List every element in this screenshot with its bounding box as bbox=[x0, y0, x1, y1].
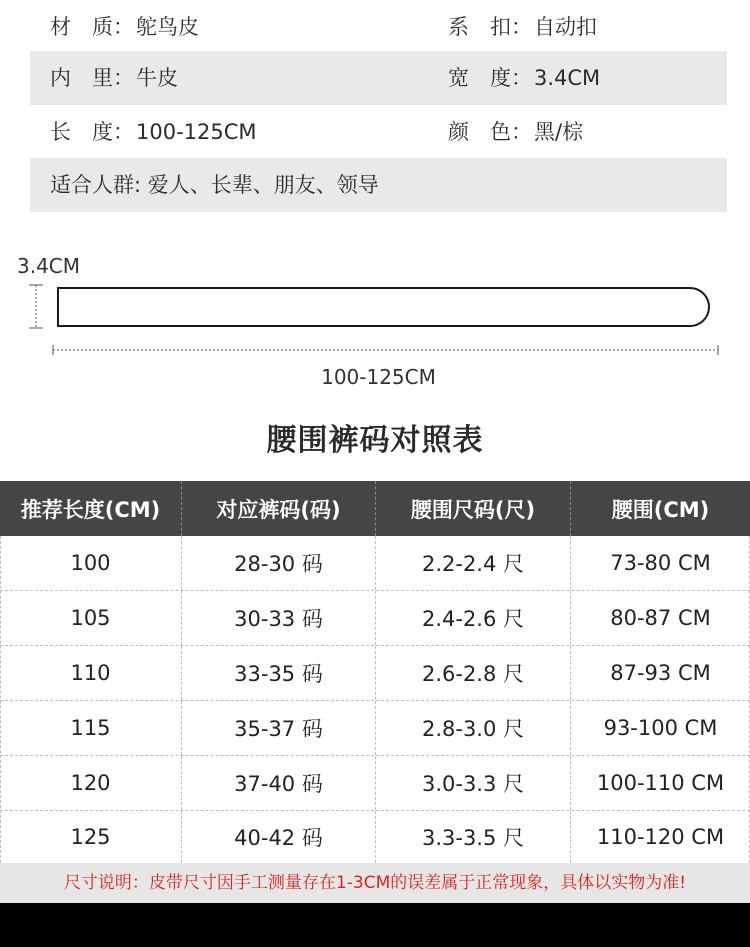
size-disclaimer-note: 尺寸说明：皮带尺寸因手工测量存在1-3CM的误差属于正常现象，具体以实物为准! bbox=[0, 863, 750, 903]
table-row bbox=[0, 536, 750, 591]
header-cell: 对应裤码(码) bbox=[181, 481, 375, 536]
spec-value: 自动扣 bbox=[534, 15, 597, 39]
table-cell: 125 bbox=[70, 825, 111, 849]
table-cell: 93-100 CM bbox=[570, 701, 750, 755]
spec-value: 3.4CM bbox=[534, 66, 601, 90]
spec-value: 100-125CM bbox=[136, 120, 257, 144]
table-cell: 115 bbox=[70, 716, 111, 740]
table-row bbox=[0, 591, 750, 646]
table-cell: 100 bbox=[70, 551, 111, 575]
header-cell: 腰围(CM) bbox=[570, 481, 750, 536]
table-cell: 2.2-2.4 尺 bbox=[375, 536, 570, 590]
table-cell: 28-30 码 bbox=[181, 536, 375, 590]
table-cell: 2.8-3.0 尺 bbox=[375, 701, 570, 755]
table-cell: 40-42 码 bbox=[181, 811, 375, 863]
table-cell: 80-87 CM bbox=[570, 591, 750, 645]
table-cell: 35-37 码 bbox=[181, 701, 375, 755]
table-cell: 2.6-2.8 尺 bbox=[375, 646, 570, 700]
spec-row-material bbox=[30, 0, 727, 54]
spec-key: 长 度： bbox=[50, 120, 134, 144]
table-cell: 73-80 CM bbox=[570, 536, 750, 590]
spec-key: 系 扣： bbox=[448, 15, 532, 39]
table-cell: 37-40 码 bbox=[181, 756, 375, 810]
spec-row-length bbox=[30, 105, 727, 159]
spec-key: 宽 度： bbox=[448, 66, 532, 90]
belt-diagram bbox=[0, 280, 750, 360]
width-dimension-line bbox=[29, 285, 43, 328]
spec-key: 材 质： bbox=[50, 15, 134, 39]
table-cell: 110 bbox=[70, 661, 111, 685]
spec-row-lining bbox=[30, 51, 727, 105]
table-cell: 87-93 CM bbox=[570, 646, 750, 700]
spec-key: 内 里： bbox=[50, 66, 134, 90]
table-header-row bbox=[0, 481, 750, 536]
table-cell: 30-33 码 bbox=[181, 591, 375, 645]
spec-value: 牛皮 bbox=[136, 66, 178, 90]
table-row bbox=[0, 646, 750, 701]
table-row bbox=[0, 811, 750, 864]
spec-key: 适合人群: bbox=[50, 173, 142, 197]
bottom-black-bar bbox=[0, 903, 750, 947]
spec-key: 颜 色： bbox=[448, 120, 532, 144]
length-dimension-line bbox=[53, 345, 718, 355]
header-cell: 推荐长度(CM) bbox=[20, 497, 161, 522]
spec-value: 鸵鸟皮 bbox=[136, 15, 199, 39]
table-row bbox=[0, 756, 750, 811]
table-cell: 33-35 码 bbox=[181, 646, 375, 700]
spec-value: 爱人、长辈、朋友、领导 bbox=[147, 173, 379, 197]
table-cell: 120 bbox=[70, 771, 111, 795]
table-cell: 3.3-3.5 尺 bbox=[375, 811, 570, 863]
table-cell: 100-110 CM bbox=[570, 756, 750, 810]
header-cell: 腰围尺码(尺) bbox=[375, 481, 570, 536]
length-label: 100-125CM bbox=[321, 365, 436, 389]
table-cell: 110-120 CM bbox=[570, 811, 750, 863]
table-cell: 2.4-2.6 尺 bbox=[375, 591, 570, 645]
belt-strap-shape bbox=[58, 288, 709, 326]
table-cell: 105 bbox=[70, 606, 111, 630]
table-cell: 3.0-3.3 尺 bbox=[375, 756, 570, 810]
table-row bbox=[0, 701, 750, 756]
spec-value: 黑/棕 bbox=[534, 120, 584, 144]
spec-row-crowd bbox=[30, 158, 727, 212]
table-title: 腰围裤码对照表 bbox=[266, 423, 484, 458]
width-label: 3.4CM bbox=[17, 254, 81, 278]
